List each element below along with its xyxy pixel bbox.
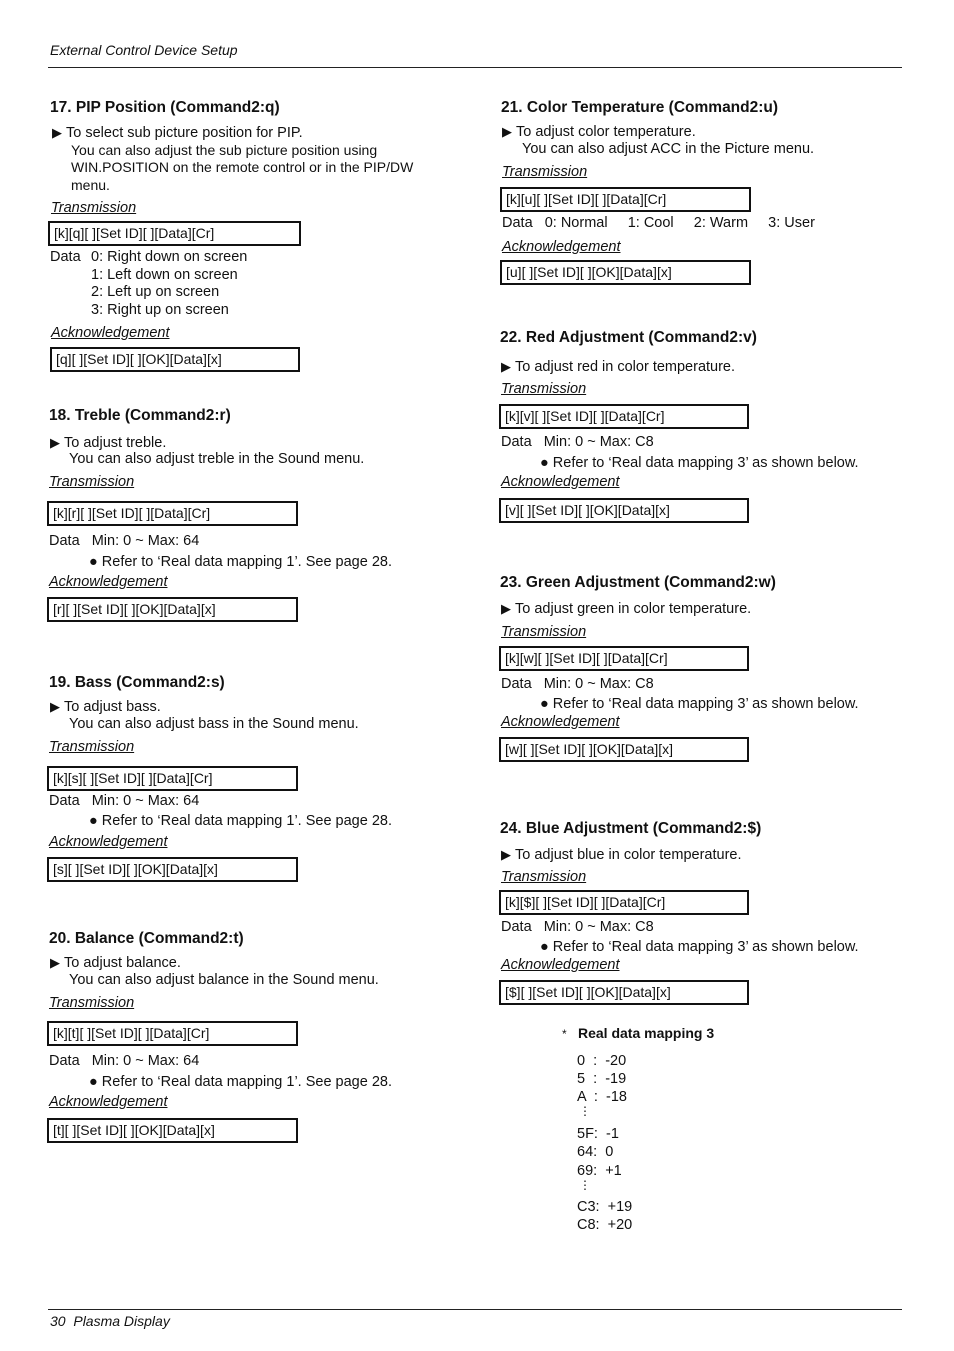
s18-note	[89, 554, 392, 570]
s19-desc2: You can also adjust bass in the Sound menu.	[69, 716, 359, 732]
mapping-row-0: 0 : -20	[577, 1053, 627, 1069]
section-17-title: 17. PIP Position (Command2:q)	[50, 99, 280, 116]
s17-desc2: You can also adjust the sub picture position using	[71, 142, 378, 158]
section-17-desc-line1	[52, 124, 303, 142]
s20-data: Data Min: 0 ~ Max: 64	[49, 1053, 200, 1069]
mapping-row-6: C3: +19	[577, 1199, 633, 1215]
arrow-icon: ▶	[502, 124, 512, 139]
s20-ack-box: [t][ ][Set ID][ ][OK][Data][x]	[47, 1118, 298, 1143]
arrow-icon: ▶	[50, 699, 60, 714]
bullet-icon: ●	[540, 939, 553, 955]
mapping-row-7: C8: +20	[577, 1217, 633, 1233]
s18-desc2: You can also adjust treble in the Sound menu.	[69, 451, 365, 467]
s24-transmission-label: Transmission	[501, 869, 587, 885]
s24-data: Data Min: 0 ~ Max: C8	[501, 919, 654, 935]
s21-data: Data 0: Normal 1: Cool 2: Warm 3: User	[502, 215, 815, 231]
s22-transmission-box: [k][v][ ][Set ID][ ][Data][Cr]	[499, 404, 749, 429]
mapping-row-5: 69: +1	[577, 1163, 622, 1179]
bullet-icon: ●	[540, 696, 553, 712]
s24-note	[540, 939, 859, 955]
s19-transmission-label: Transmission	[49, 739, 135, 755]
arrow-icon: ▶	[501, 601, 511, 616]
s24-transmission-box: [k][$][ ][Set ID][ ][Data][Cr]	[499, 890, 749, 915]
mapping-row-2: A : -18	[577, 1089, 627, 1105]
s22-transmission-label: Transmission	[501, 381, 587, 397]
arrow-icon: ▶	[501, 847, 511, 862]
s20-transmission-label: Transmission	[49, 995, 135, 1011]
s18-ack-box: [r][ ][Set ID][ ][OK][Data][x]	[47, 597, 298, 622]
s23-note	[540, 696, 859, 712]
s22-desc-line1	[501, 358, 735, 376]
s22-ack-box: [v][ ][Set ID][ ][OK][Data][x]	[499, 498, 749, 523]
s22-ack-label: Acknowledgement	[501, 474, 620, 490]
section-18-title: 18. Treble (Command2:r)	[49, 407, 231, 424]
s17-data-1: 1: Left down on screen	[91, 267, 238, 283]
vertical-ellipsis-icon: ⋮	[579, 1104, 591, 1118]
arrow-icon: ▶	[52, 125, 62, 140]
s18-transmission-box: [k][r][ ][Set ID][ ][Data][Cr]	[47, 501, 298, 526]
s23-transmission-box: [k][w][ ][Set ID][ ][Data][Cr]	[499, 646, 749, 671]
bullet-icon: ●	[89, 554, 102, 570]
s18-desc-line1	[50, 434, 166, 452]
s22-data: Data Min: 0 ~ Max: C8	[501, 434, 654, 450]
s20-transmission-box: [k][t][ ][Set ID][ ][Data][Cr]	[47, 1021, 298, 1046]
s17-desc3: WIN.POSITION on the remote control or in the PIP/DW	[71, 159, 414, 175]
arrow-icon: ▶	[50, 955, 60, 970]
s24-desc-line1	[501, 846, 742, 864]
s21-transmission-box: [k][u][ ][Set ID][ ][Data][Cr]	[500, 187, 751, 212]
bullet-icon: ●	[89, 1074, 102, 1090]
s19-data: Data Min: 0 ~ Max: 64	[49, 793, 200, 809]
section-19-title: 19. Bass (Command2:s)	[49, 674, 225, 691]
s20-desc-line1	[50, 954, 181, 972]
s19-desc1: To adjust bass.	[64, 699, 161, 715]
s24-note-text: Refer to ‘Real data mapping 3’ as shown below.	[552, 939, 859, 955]
s19-ack-box: [s][ ][Set ID][ ][OK][Data][x]	[47, 857, 298, 882]
mapping-row-1: 5 : -19	[577, 1071, 627, 1087]
s23-desc1: To adjust green in color temperature.	[515, 601, 752, 617]
s21-desc-line1	[502, 123, 696, 141]
arrow-icon: ▶	[50, 435, 60, 450]
s21-transmission-label: Transmission	[502, 164, 588, 180]
s22-note-text: Refer to ‘Real data mapping 3’ as shown below.	[552, 455, 859, 471]
s17-transmission-label: Transmission	[51, 200, 137, 216]
s21-ack-box: [u][ ][Set ID][ ][OK][Data][x]	[500, 260, 751, 285]
s20-desc1: To adjust balance.	[64, 955, 181, 971]
s17-data-0: 0: Right down on screen	[91, 249, 248, 265]
s24-ack-label: Acknowledgement	[501, 957, 620, 973]
arrow-icon: ▶	[501, 359, 511, 374]
s18-transmission-label: Transmission	[49, 474, 135, 490]
section-20-title: 20. Balance (Command2:t)	[49, 930, 244, 947]
mapping-row-4: 64: 0	[577, 1144, 614, 1160]
mapping-title: Real data mapping 3	[578, 1025, 715, 1041]
s21-desc1: To adjust color temperature.	[516, 124, 696, 140]
s23-transmission-label: Transmission	[501, 624, 587, 640]
s17-data-label: Data	[50, 249, 81, 265]
page-header: External Control Device Setup	[50, 42, 238, 58]
s22-note	[540, 455, 859, 471]
s23-desc-line1	[501, 600, 751, 618]
s17-desc1: To select sub picture position for PIP.	[66, 125, 303, 141]
s21-ack-label: Acknowledgement	[502, 239, 621, 255]
s17-data-2: 2: Left up on screen	[91, 284, 220, 300]
s19-transmission-box: [k][s][ ][Set ID][ ][Data][Cr]	[47, 766, 298, 791]
s19-note	[89, 813, 392, 829]
vertical-ellipsis-icon: ⋮	[579, 1178, 591, 1192]
s20-ack-label: Acknowledgement	[49, 1094, 168, 1110]
s20-note-text: Refer to ‘Real data mapping 1’. See page 28.	[101, 1074, 392, 1090]
s23-note-text: Refer to ‘Real data mapping 3’ as shown below.	[552, 696, 859, 712]
s19-ack-label: Acknowledgement	[49, 834, 168, 850]
s19-note-text: Refer to ‘Real data mapping 1’. See page 28.	[101, 813, 392, 829]
header-rule	[48, 67, 902, 68]
s17-transmission-box: [k][q][ ][Set ID][ ][Data][Cr]	[48, 221, 301, 246]
s24-desc1: To adjust blue in color temperature.	[515, 847, 742, 863]
s18-note-text: Refer to ‘Real data mapping 1’. See page 28.	[101, 554, 392, 570]
section-24-title: 24. Blue Adjustment (Command2:$)	[500, 820, 762, 837]
section-22-title: 22. Red Adjustment (Command2:v)	[500, 329, 757, 346]
page-footer: 30 Plasma Display	[50, 1313, 170, 1329]
mapping-row-3: 5F: -1	[577, 1126, 619, 1142]
s23-data: Data Min: 0 ~ Max: C8	[501, 676, 654, 692]
section-21-title: 21. Color Temperature (Command2:u)	[501, 99, 779, 116]
s24-ack-box: [$][ ][Set ID][ ][OK][Data][x]	[499, 980, 749, 1005]
footer-rule	[48, 1309, 902, 1310]
s17-desc4: menu.	[71, 177, 110, 193]
s18-data: Data Min: 0 ~ Max: 64	[49, 533, 200, 549]
s17-data-3: 3: Right up on screen	[91, 302, 229, 318]
s18-desc1: To adjust treble.	[64, 435, 167, 451]
s20-desc2: You can also adjust balance in the Sound menu.	[69, 972, 379, 988]
s17-ack-label: Acknowledgement	[51, 325, 170, 341]
s21-desc2: You can also adjust ACC in the Picture menu.	[522, 141, 815, 157]
s23-ack-label: Acknowledgement	[501, 714, 620, 730]
s17-ack-box: [q][ ][Set ID][ ][OK][Data][x]	[50, 347, 300, 372]
s20-note	[89, 1074, 392, 1090]
s23-ack-box: [w][ ][Set ID][ ][OK][Data][x]	[499, 737, 749, 762]
s22-desc1: To adjust red in color temperature.	[515, 359, 736, 375]
star-icon: *	[562, 1027, 567, 1041]
s18-ack-label: Acknowledgement	[49, 574, 168, 590]
s19-desc-line1	[50, 698, 161, 716]
section-23-title: 23. Green Adjustment (Command2:w)	[500, 574, 776, 591]
bullet-icon: ●	[540, 455, 553, 471]
bullet-icon: ●	[89, 813, 102, 829]
